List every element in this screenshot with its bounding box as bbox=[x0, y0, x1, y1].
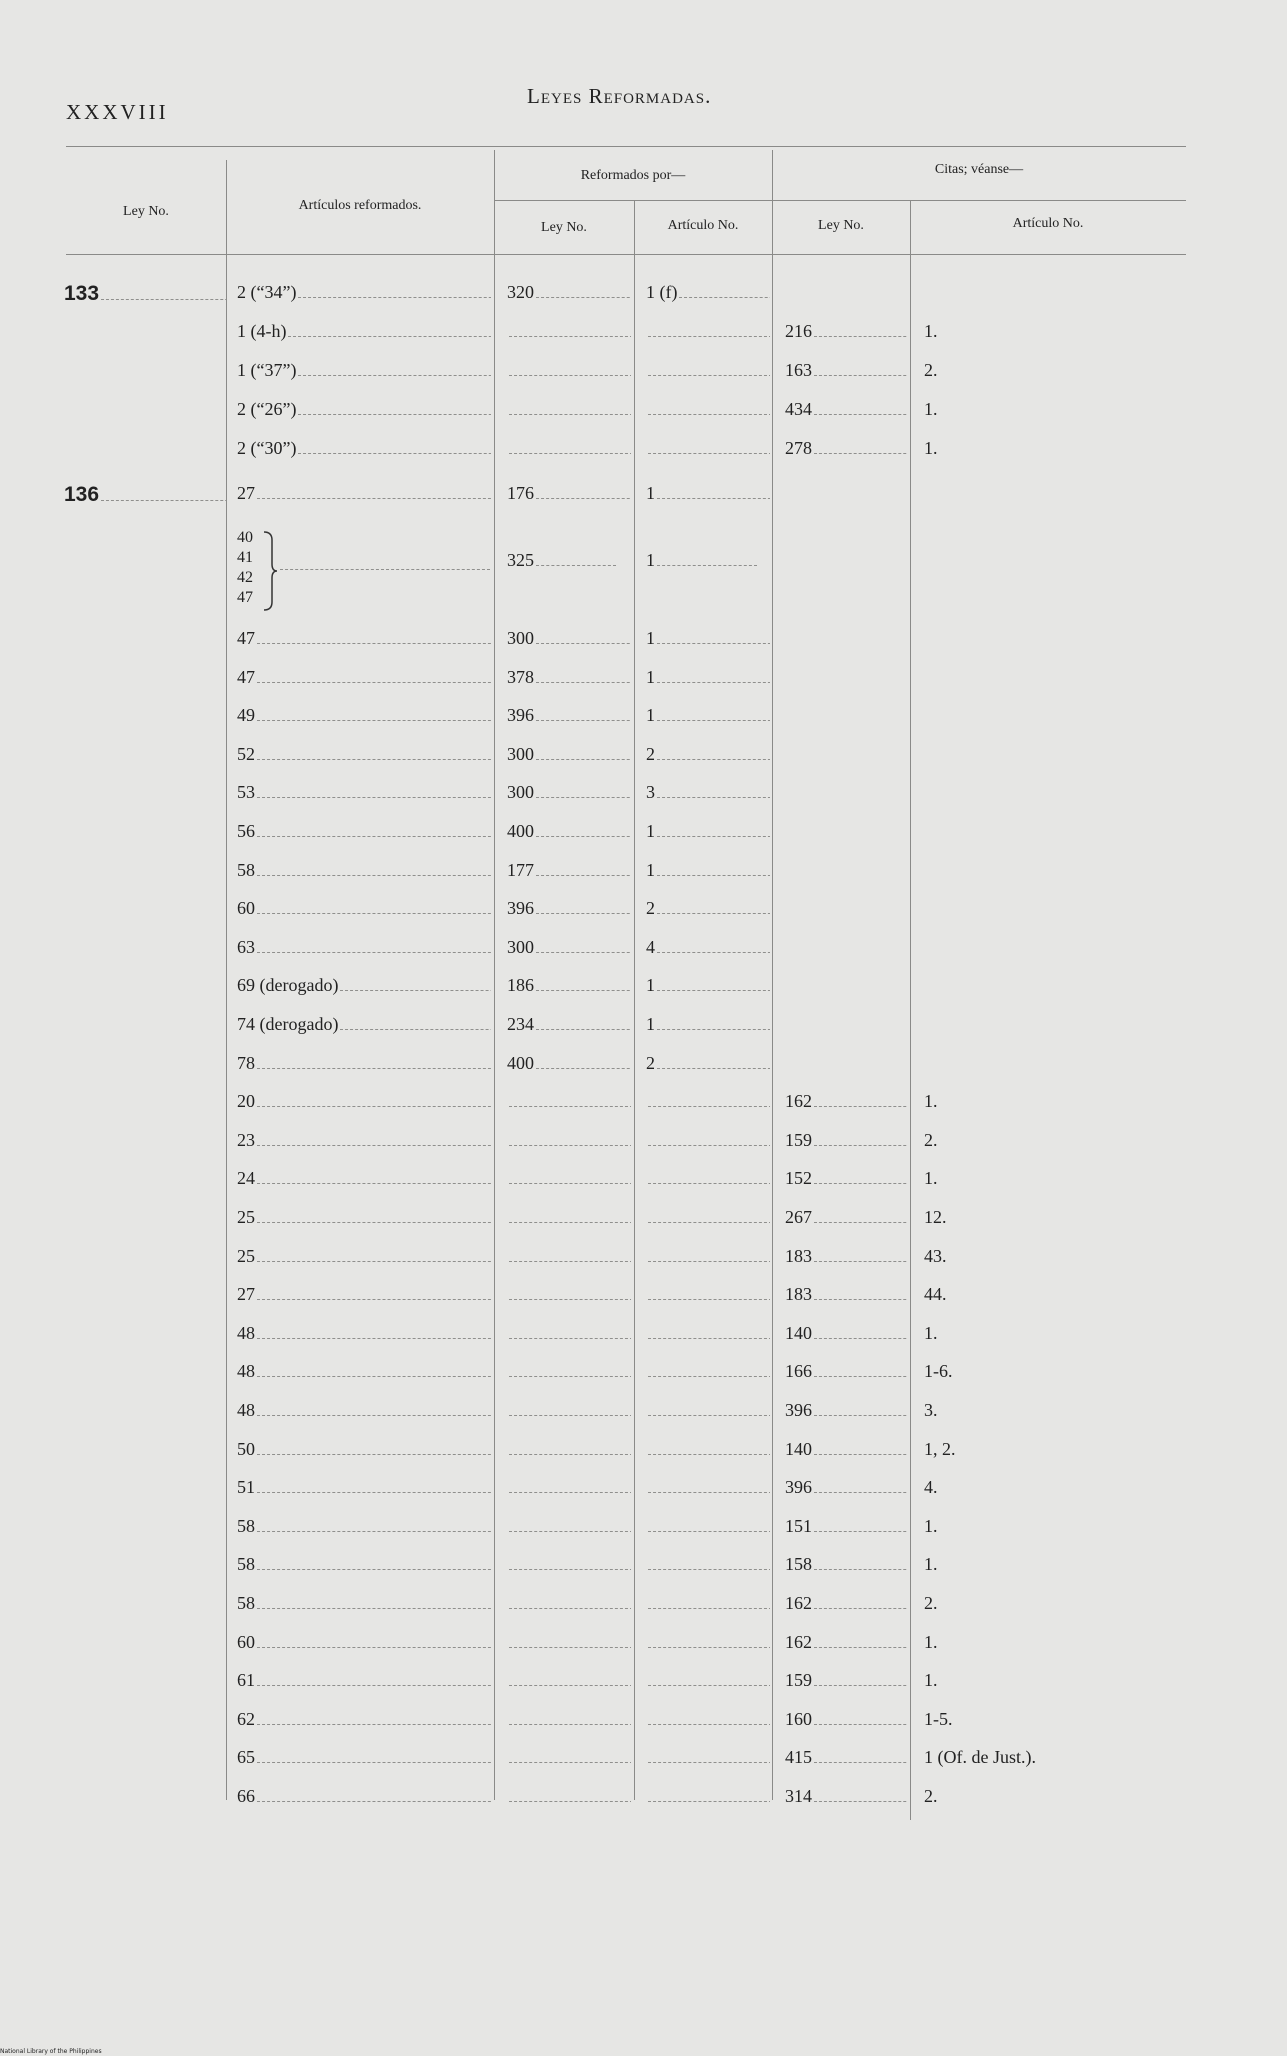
table-row bbox=[0, 1053, 1287, 1091]
table-row bbox=[0, 860, 1287, 898]
cell-cit-art: 1. bbox=[924, 1631, 938, 1652]
cell-cit-ley: 140 bbox=[785, 1439, 907, 1460]
cell-cit-ley: 162 bbox=[785, 1593, 907, 1614]
cell-ref-art bbox=[646, 1554, 770, 1575]
cell-art: 2 (“26”) bbox=[237, 399, 491, 420]
cell-ref-ley bbox=[507, 1130, 631, 1151]
cell-ref-art bbox=[646, 1091, 770, 1112]
cell-cit-ley: 152 bbox=[785, 1168, 907, 1189]
cell-cit-ley: 278 bbox=[785, 438, 907, 459]
cell-ref-art: 1 bbox=[646, 667, 770, 688]
cell-ref-ley bbox=[507, 1091, 631, 1112]
table-row bbox=[0, 1632, 1287, 1670]
cell-art: 61 bbox=[237, 1670, 491, 1691]
cell-ref-ley bbox=[507, 1361, 631, 1382]
cell-cit-ley: 162 bbox=[785, 1632, 907, 1653]
cell-cit-art: 2. bbox=[924, 1593, 938, 1613]
cell-cit-ley: 183 bbox=[785, 1284, 907, 1305]
cell-ref-ley: 300 bbox=[507, 782, 631, 803]
table-row bbox=[0, 937, 1287, 975]
cell-cit-ley: 434 bbox=[785, 399, 907, 420]
cell-cit-art: 4. bbox=[924, 1477, 938, 1498]
cell-ref-ley bbox=[507, 399, 631, 420]
cell-art: 48 bbox=[237, 1323, 491, 1344]
table-subheader-rule bbox=[494, 200, 1186, 201]
cell-ref-art bbox=[646, 321, 770, 342]
cell-cit-art: 1. bbox=[924, 1168, 938, 1189]
cell-art: 25 bbox=[237, 1246, 491, 1267]
header-cit-articulo-no: Artículo No. bbox=[1012, 216, 1084, 231]
cell-cit-ley: 158 bbox=[785, 1554, 907, 1575]
table-row bbox=[0, 1323, 1287, 1361]
cell-ref-art: 2 bbox=[646, 744, 770, 765]
table-row bbox=[0, 399, 1287, 437]
table-row bbox=[0, 821, 1287, 859]
cell-art: 48 bbox=[237, 1400, 491, 1421]
cell-ref-art bbox=[646, 1477, 770, 1498]
cell-cit-ley: 160 bbox=[785, 1709, 907, 1730]
cell-cit-art: 44. bbox=[924, 1284, 947, 1305]
cell-ref-art bbox=[646, 1593, 770, 1614]
table-row bbox=[0, 1554, 1287, 1592]
cell-cit-art: 1. bbox=[924, 1091, 938, 1112]
cell-art: 1 (“37”) bbox=[237, 360, 491, 381]
cell-cit-ley: 396 bbox=[785, 1477, 907, 1498]
cell-ref-ley bbox=[507, 360, 631, 381]
cell-ref-ley: 300 bbox=[507, 937, 631, 958]
cell-ref-art bbox=[646, 1246, 770, 1267]
cell-ref-art: 1 bbox=[646, 628, 770, 649]
cell-cit-art: 2. bbox=[924, 360, 938, 380]
cell-ref-ley: 300 bbox=[507, 744, 631, 765]
cell-ref-ley bbox=[507, 1168, 631, 1189]
cell-art: 52 bbox=[237, 744, 491, 765]
cell-ref-art: 1 bbox=[646, 1014, 770, 1035]
cell-cit-art: 1. bbox=[924, 321, 938, 341]
cell-ref-art: 4 bbox=[646, 937, 770, 958]
cell-cit-art: 1, 2. bbox=[924, 1438, 956, 1459]
cell-ref-art: 2 bbox=[646, 898, 770, 919]
table-row bbox=[0, 1168, 1287, 1206]
cell-art: 25 bbox=[237, 1207, 491, 1228]
cell-art: 62 bbox=[237, 1709, 491, 1730]
header-ref-articulo-no: Artículo No. bbox=[667, 218, 739, 233]
cell-cit-art: 1. bbox=[924, 1670, 938, 1691]
cell-ref-ley bbox=[507, 1439, 631, 1460]
cell-ref-ley bbox=[507, 1400, 631, 1421]
cell-ref-art: 1 bbox=[646, 483, 770, 504]
table-row bbox=[0, 1439, 1287, 1477]
cell-ref-art: 1 bbox=[646, 821, 770, 842]
table-row bbox=[0, 628, 1287, 666]
cell-ref-art bbox=[646, 1786, 770, 1807]
cell-ref-art bbox=[646, 1632, 770, 1653]
cell-ref-art: 1 bbox=[646, 975, 770, 996]
table-row bbox=[0, 705, 1287, 743]
cell-ref-ley bbox=[507, 1323, 631, 1344]
cell-cit-art: 1-6. bbox=[924, 1361, 953, 1382]
cell-art: 58 bbox=[237, 1554, 491, 1575]
page-number: XXXVIII bbox=[66, 100, 169, 124]
cell-ref-ley: 400 bbox=[507, 821, 631, 842]
brace-ref-ley: 325 bbox=[507, 550, 631, 571]
brace-article-41: 41 bbox=[237, 549, 253, 566]
cell-ref-art bbox=[646, 1670, 770, 1691]
cell-art: 2 (“30”) bbox=[237, 438, 491, 459]
table-row bbox=[0, 282, 1287, 320]
table-row bbox=[0, 438, 1287, 476]
cell-ref-ley bbox=[507, 321, 631, 342]
cell-ref-art bbox=[646, 399, 770, 420]
cell-cit-ley: 166 bbox=[785, 1361, 907, 1382]
cell-cit-ley: 396 bbox=[785, 1400, 907, 1421]
footer-source: National Library of the Philippines bbox=[0, 2048, 102, 2055]
cell-art: 24 bbox=[237, 1168, 491, 1189]
cell-ref-ley: 396 bbox=[507, 705, 631, 726]
cell-ref-art bbox=[646, 1323, 770, 1344]
cell-art: 60 bbox=[237, 1632, 491, 1653]
table-row bbox=[0, 1284, 1287, 1322]
cell-cit-ley: 159 bbox=[785, 1130, 907, 1151]
cell-cit-art: 1. bbox=[924, 1322, 938, 1343]
cell-ref-ley: 396 bbox=[507, 898, 631, 919]
table-row bbox=[0, 1516, 1287, 1554]
brace-article-42: 42 bbox=[237, 569, 253, 586]
table-header-bottom-rule bbox=[66, 254, 1186, 255]
table-row bbox=[0, 360, 1287, 398]
cell-cit-art: 1. bbox=[924, 438, 938, 458]
cell-ref-art: 1 bbox=[646, 705, 770, 726]
cell-cit-ley: 162 bbox=[785, 1091, 907, 1112]
table-row bbox=[0, 975, 1287, 1013]
cell-ref-art bbox=[646, 1516, 770, 1537]
cell-art: 49 bbox=[237, 705, 491, 726]
cell-ref-ley bbox=[507, 1284, 631, 1305]
header-citas: Citas; véanse— bbox=[934, 162, 1024, 177]
header-reformados-por: Reformados por— bbox=[580, 168, 686, 183]
cell-ref-ley bbox=[507, 1709, 631, 1730]
table-row bbox=[0, 667, 1287, 705]
header-ley-no: Ley No. bbox=[123, 204, 169, 219]
table-row bbox=[0, 1246, 1287, 1284]
page-title: Leyes Reformadas. bbox=[527, 84, 712, 108]
cell-ref-art: 1 (f) bbox=[646, 282, 770, 303]
cell-art: 53 bbox=[237, 782, 491, 803]
table-row bbox=[0, 1091, 1287, 1129]
table-row bbox=[0, 744, 1287, 782]
cell-ref-ley: 378 bbox=[507, 667, 631, 688]
cell-art: 48 bbox=[237, 1361, 491, 1382]
cell-cit-art: 3. bbox=[924, 1400, 938, 1420]
table-top-rule bbox=[66, 146, 1186, 147]
cell-ref-ley bbox=[507, 1554, 631, 1575]
cell-art: 47 bbox=[237, 628, 491, 649]
cell-ref-art bbox=[646, 1747, 770, 1768]
cell-art: 1 (4-h) bbox=[237, 321, 491, 342]
cell-ref-ley bbox=[507, 1516, 631, 1537]
cell-cit-ley: 415 bbox=[785, 1747, 907, 1768]
cell-cit-ley: 314 bbox=[785, 1786, 907, 1807]
cell-ref-art bbox=[646, 438, 770, 459]
cell-ley: 133 bbox=[64, 282, 226, 306]
cell-cit-ley: 151 bbox=[785, 1516, 907, 1537]
table-row bbox=[0, 1014, 1287, 1052]
cell-ref-ley bbox=[507, 1670, 631, 1691]
cell-ref-ley: 186 bbox=[507, 975, 631, 996]
cell-cit-ley: 140 bbox=[785, 1323, 907, 1344]
cell-art: 69 (derogado) bbox=[237, 975, 491, 996]
cell-art: 78 bbox=[237, 1053, 491, 1074]
cell-ref-art: 1 bbox=[646, 860, 770, 881]
cell-art: 27 bbox=[237, 483, 491, 504]
cell-ref-art bbox=[646, 1709, 770, 1730]
table-row bbox=[0, 1747, 1287, 1785]
cell-cit-art: 1. bbox=[924, 399, 938, 419]
cell-art: 63 bbox=[237, 937, 491, 958]
cell-art: 23 bbox=[237, 1130, 491, 1151]
brace-ref-art: 1 bbox=[646, 550, 770, 571]
cell-ref-art bbox=[646, 1361, 770, 1382]
header-ref-ley-no: Ley No. bbox=[541, 220, 587, 235]
header-cit-ley-no: Ley No. bbox=[818, 218, 864, 233]
cell-ref-ley: 300 bbox=[507, 628, 631, 649]
cell-cit-ley: 183 bbox=[785, 1246, 907, 1267]
cell-cit-ley: 216 bbox=[785, 321, 907, 342]
cell-cit-art: 12. bbox=[924, 1207, 947, 1227]
cell-ref-ley bbox=[507, 1246, 631, 1267]
cell-ref-ley: 234 bbox=[507, 1014, 631, 1035]
cell-ref-ley: 176 bbox=[507, 483, 631, 504]
table-row bbox=[0, 1400, 1287, 1438]
cell-ref-ley bbox=[507, 1477, 631, 1498]
cell-ref-art bbox=[646, 1168, 770, 1189]
table-row bbox=[0, 1207, 1287, 1245]
cell-ref-art: 3 bbox=[646, 782, 770, 803]
cell-art: 58 bbox=[237, 1593, 491, 1614]
cell-ref-art bbox=[646, 1400, 770, 1421]
cell-art: 58 bbox=[237, 1516, 491, 1537]
cell-ref-ley: 320 bbox=[507, 282, 631, 303]
table-row bbox=[0, 1477, 1287, 1515]
brace-article-47: 47 bbox=[237, 589, 253, 606]
table-row bbox=[0, 1361, 1287, 1399]
cell-ref-ley bbox=[507, 1747, 631, 1768]
cell-cit-art: 2. bbox=[924, 1129, 938, 1150]
cell-art: 27 bbox=[237, 1284, 491, 1305]
cell-ref-ley: 177 bbox=[507, 860, 631, 881]
table-row bbox=[0, 321, 1287, 359]
brace-article-40: 40 bbox=[237, 529, 253, 546]
header-articulos: Artículos reformados. bbox=[298, 198, 422, 213]
cell-art: 65 bbox=[237, 1747, 491, 1768]
cell-ref-ley bbox=[507, 1632, 631, 1653]
cell-ref-ley bbox=[507, 1207, 631, 1228]
cell-cit-art: 1. bbox=[924, 1554, 938, 1575]
cell-art: 66 bbox=[237, 1786, 491, 1807]
cell-cit-art: 1 (Of. de Just.). bbox=[924, 1747, 1036, 1768]
cell-art: 47 bbox=[237, 667, 491, 688]
cell-cit-ley: 159 bbox=[785, 1670, 907, 1691]
cell-art: 74 (derogado) bbox=[237, 1014, 491, 1035]
cell-ref-art bbox=[646, 360, 770, 381]
table-row bbox=[0, 782, 1287, 820]
cell-ref-art bbox=[646, 1130, 770, 1151]
cell-ref-art bbox=[646, 1284, 770, 1305]
table-row bbox=[0, 1786, 1287, 1824]
cell-ref-ley bbox=[507, 1786, 631, 1807]
cell-ref-ley: 400 bbox=[507, 1053, 631, 1074]
cell-cit-art: 1-5. bbox=[924, 1708, 953, 1729]
cell-art: 56 bbox=[237, 821, 491, 842]
table-row bbox=[0, 1709, 1287, 1747]
cell-ref-art bbox=[646, 1207, 770, 1228]
table-row bbox=[0, 1593, 1287, 1631]
cell-cit-art: 2. bbox=[924, 1786, 938, 1806]
table-row bbox=[0, 1130, 1287, 1168]
cell-cit-ley: 163 bbox=[785, 360, 907, 381]
cell-ref-ley bbox=[507, 1593, 631, 1614]
cell-ley: 136 bbox=[64, 483, 226, 507]
cell-cit-ley: 267 bbox=[785, 1207, 907, 1228]
cell-ref-art bbox=[646, 1439, 770, 1460]
curly-brace-icon bbox=[262, 530, 278, 612]
cell-cit-art: 43. bbox=[924, 1245, 947, 1266]
cell-cit-art: 1. bbox=[924, 1515, 938, 1536]
table-row bbox=[0, 898, 1287, 936]
table-row bbox=[0, 1670, 1287, 1708]
cell-art: 50 bbox=[237, 1439, 491, 1460]
table-row bbox=[0, 483, 1287, 521]
cell-art: 58 bbox=[237, 860, 491, 881]
cell-art: 60 bbox=[237, 898, 491, 919]
cell-art: 2 (“34”) bbox=[237, 282, 491, 303]
cell-ref-ley bbox=[507, 438, 631, 459]
cell-art: 20 bbox=[237, 1091, 491, 1112]
cell-art: 51 bbox=[237, 1477, 491, 1498]
cell-ref-art: 2 bbox=[646, 1053, 770, 1074]
